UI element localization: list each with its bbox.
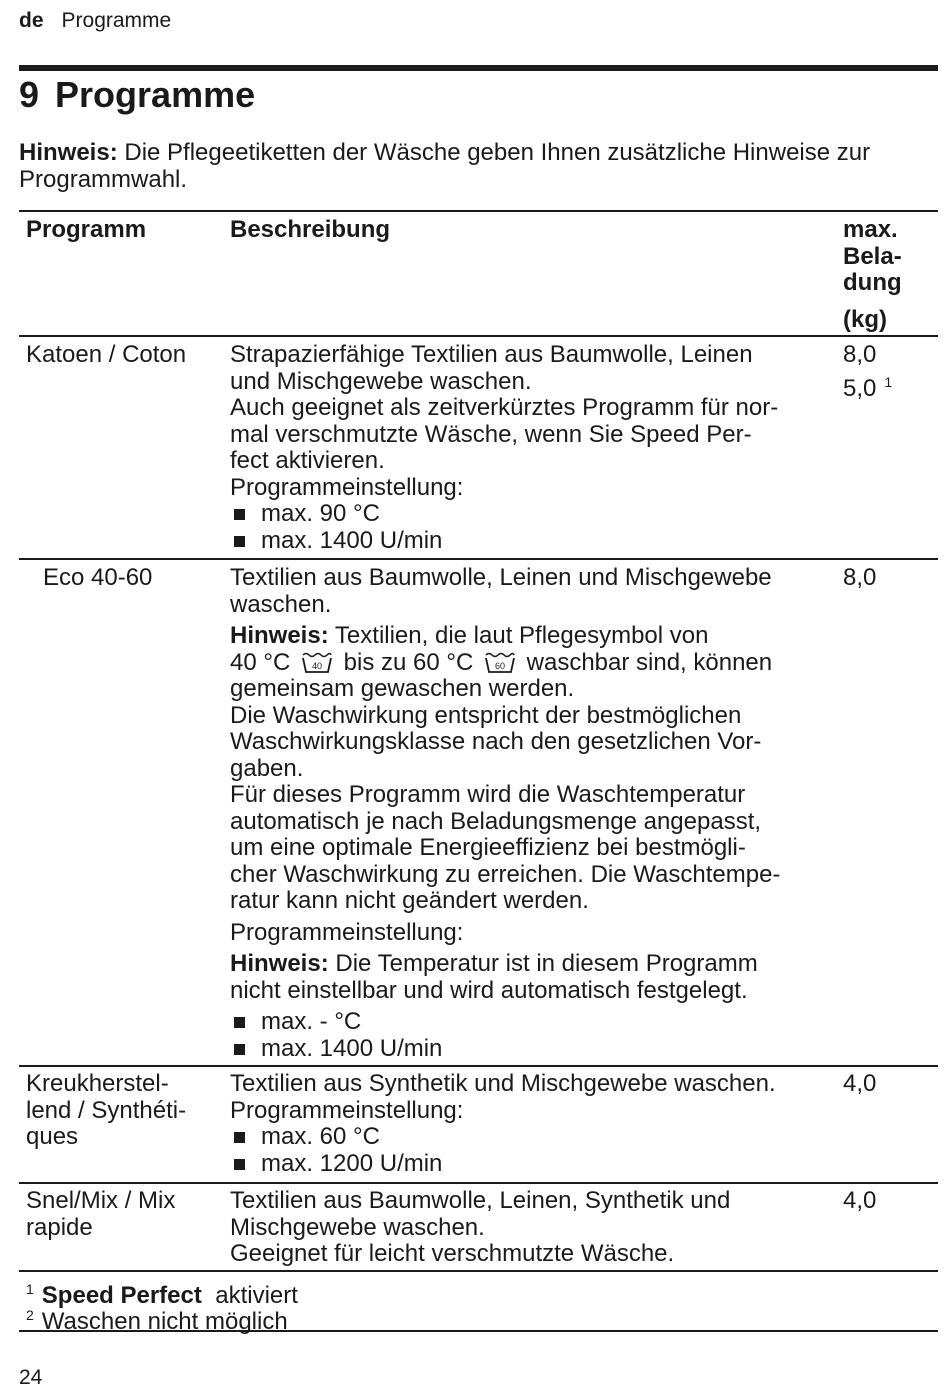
- desc-line: Die Waschwirkung entspricht der bestmöglichen: [230, 701, 742, 729]
- hint-line: [230, 623, 830, 650]
- header-load-line: max.: [843, 216, 898, 243]
- row-description: [230, 565, 830, 1062]
- load-value: 5,0: [843, 374, 877, 402]
- hint-text: 40 °C: [230, 648, 291, 676]
- hint-text: bis zu 60 °C: [343, 648, 474, 676]
- row-program: [26, 1071, 221, 1151]
- bullet-text: max. 1400 U/min: [261, 526, 443, 554]
- header-program: Programm: [26, 216, 147, 243]
- running-header: [19, 9, 171, 33]
- table-top-rule: [19, 210, 938, 212]
- setting-bullet: [230, 1151, 830, 1178]
- setting-bullet: [230, 1009, 830, 1036]
- row-load: 4,0: [843, 1187, 877, 1214]
- hint-line: [230, 650, 830, 677]
- footnote-ref: 1: [884, 373, 893, 390]
- wash-temp-label: 60: [494, 661, 505, 672]
- chapter-number: 9: [19, 74, 40, 115]
- program-line: Kreukherstel-: [26, 1070, 169, 1097]
- wash-temp-label: 40: [311, 661, 322, 672]
- row-program: Katoen / Coton: [26, 341, 187, 368]
- row-program: [26, 1188, 221, 1241]
- row-load: 8,0: [843, 564, 877, 591]
- header-load-unit: (kg): [843, 305, 887, 333]
- row-description: [230, 1188, 830, 1268]
- header-description: Beschreibung: [230, 216, 391, 243]
- row-description: [230, 342, 830, 554]
- heading-rule: [19, 65, 938, 71]
- bullet-square-icon: [234, 509, 245, 520]
- setting-label: Programmeinstellung:: [230, 918, 464, 946]
- desc-line: Textilien aus Synthetik und Mischgewebe waschen.: [230, 1070, 776, 1097]
- language-code: de: [19, 9, 44, 32]
- header-load: [843, 217, 938, 333]
- intro-note: [19, 139, 938, 193]
- desc-line: Strapazierfähige Textilien aus Baumwolle, Leinen: [230, 341, 753, 368]
- desc-line: automatisch je nach Beladungsmenge angepasst,: [230, 807, 762, 835]
- footnote: [26, 1302, 288, 1335]
- setting-bullet: [230, 501, 830, 528]
- desc-line: Programmeinstellung:: [230, 473, 464, 501]
- row-divider: [19, 1065, 938, 1067]
- desc-line: und Mischgewebe waschen.: [230, 367, 532, 395]
- setting-bullet: [230, 1124, 830, 1151]
- hint-line: nicht einstellbar und wird automatisch festgelegt.: [230, 976, 748, 1004]
- running-section: Programme: [61, 9, 172, 32]
- wash-tub-icon: [484, 652, 516, 674]
- bullet-text: max. 90 °C: [261, 500, 380, 527]
- program-line: ques: [26, 1123, 79, 1150]
- row-divider: [19, 1270, 938, 1272]
- footnote-number: 2: [26, 1307, 34, 1323]
- setting-bullet: [230, 528, 830, 555]
- intro-label: Hinweis:: [19, 139, 118, 166]
- desc-line: Geeignet für leicht verschmutzte Wäsche.: [230, 1240, 675, 1267]
- setting-bullet: [230, 1036, 830, 1063]
- desc-line: waschen.: [230, 590, 332, 618]
- row-load: 4,0: [843, 1070, 877, 1097]
- row-divider: [19, 335, 938, 337]
- bullet-square-icon: [234, 536, 245, 547]
- desc-line: um eine optimale Energieeffizienz bei bestmögli-: [230, 834, 746, 861]
- desc-line: fect aktivieren.: [230, 447, 385, 474]
- hint-line: [230, 951, 830, 978]
- bullet-text: max. - °C: [261, 1008, 362, 1035]
- bullet-square-icon: [234, 1132, 245, 1143]
- program-line: Snel/Mix / Mix: [26, 1187, 176, 1214]
- footnote-number: 1: [26, 1281, 34, 1297]
- desc-line: Programmeinstellung:: [230, 1096, 464, 1124]
- page-number: 24: [19, 1366, 43, 1389]
- desc-line: Für dieses Programm wird die Waschtemperatur: [230, 781, 746, 808]
- chapter-title: Programme: [55, 74, 256, 115]
- footnote-bold: Speed Perfect: [41, 1282, 202, 1309]
- desc-line: Mischgewebe waschen.: [230, 1213, 485, 1241]
- row-divider: [19, 1182, 938, 1184]
- desc-line: mal verschmutzte Wäsche, wenn Sie Speed Per-: [230, 420, 752, 448]
- header-load-line: dung: [843, 269, 902, 296]
- footnote-text: aktiviert: [215, 1282, 298, 1309]
- desc-line: ratur kann nicht geändert werden.: [230, 887, 589, 914]
- row-description: [230, 1071, 830, 1177]
- desc-line: Textilien aus Baumwolle, Leinen, Synthetik und: [230, 1187, 731, 1214]
- hint-line: gemeinsam gewaschen werden.: [230, 675, 575, 702]
- intro-text: Die Pflegeetiketten der Wäsche geben Ihnen zusätzliche Hinweise zur Programmwahl.: [19, 139, 871, 193]
- desc-line: Auch geeignet als zeitverkürztes Programm für nor-: [230, 394, 779, 421]
- bullet-square-icon: [234, 1017, 245, 1028]
- row-divider: [19, 558, 938, 560]
- hint-label: Hinweis:: [230, 622, 329, 649]
- bullet-square-icon: [234, 1044, 245, 1055]
- hint-text: Textilien, die laut Pflegesymbol von: [334, 622, 709, 649]
- row-load: [843, 342, 938, 402]
- load-value: 8,0: [843, 341, 877, 368]
- bullet-text: max. 1200 U/min: [261, 1149, 443, 1177]
- bullet-text: max. 60 °C: [261, 1123, 380, 1150]
- bullet-text: max. 1400 U/min: [261, 1034, 443, 1062]
- program-line: lend / Synthéti-: [26, 1096, 187, 1124]
- header-load-line: Bela-: [843, 242, 902, 270]
- row-program: Eco 40-60: [43, 564, 153, 591]
- desc-line: Textilien aus Baumwolle, Leinen und Mischgewebe: [230, 564, 772, 591]
- wash-tub-icon: [301, 652, 333, 674]
- desc-line: cher Waschwirkung zu erreichen. Die Waschtempe-: [230, 860, 781, 888]
- hint-text: Die Temperatur ist in diesem Programm: [335, 950, 758, 977]
- program-line: rapide: [26, 1213, 93, 1241]
- footnote-text: Waschen nicht möglich: [41, 1308, 288, 1335]
- bullet-square-icon: [234, 1159, 245, 1170]
- page-title: [19, 74, 255, 116]
- hint-label: Hinweis:: [230, 950, 329, 977]
- desc-line: gaben.: [230, 754, 304, 782]
- hint-text: waschbar sind, können: [526, 648, 773, 676]
- desc-line: Waschwirkungsklasse nach den gesetzlichen Vor-: [230, 728, 762, 755]
